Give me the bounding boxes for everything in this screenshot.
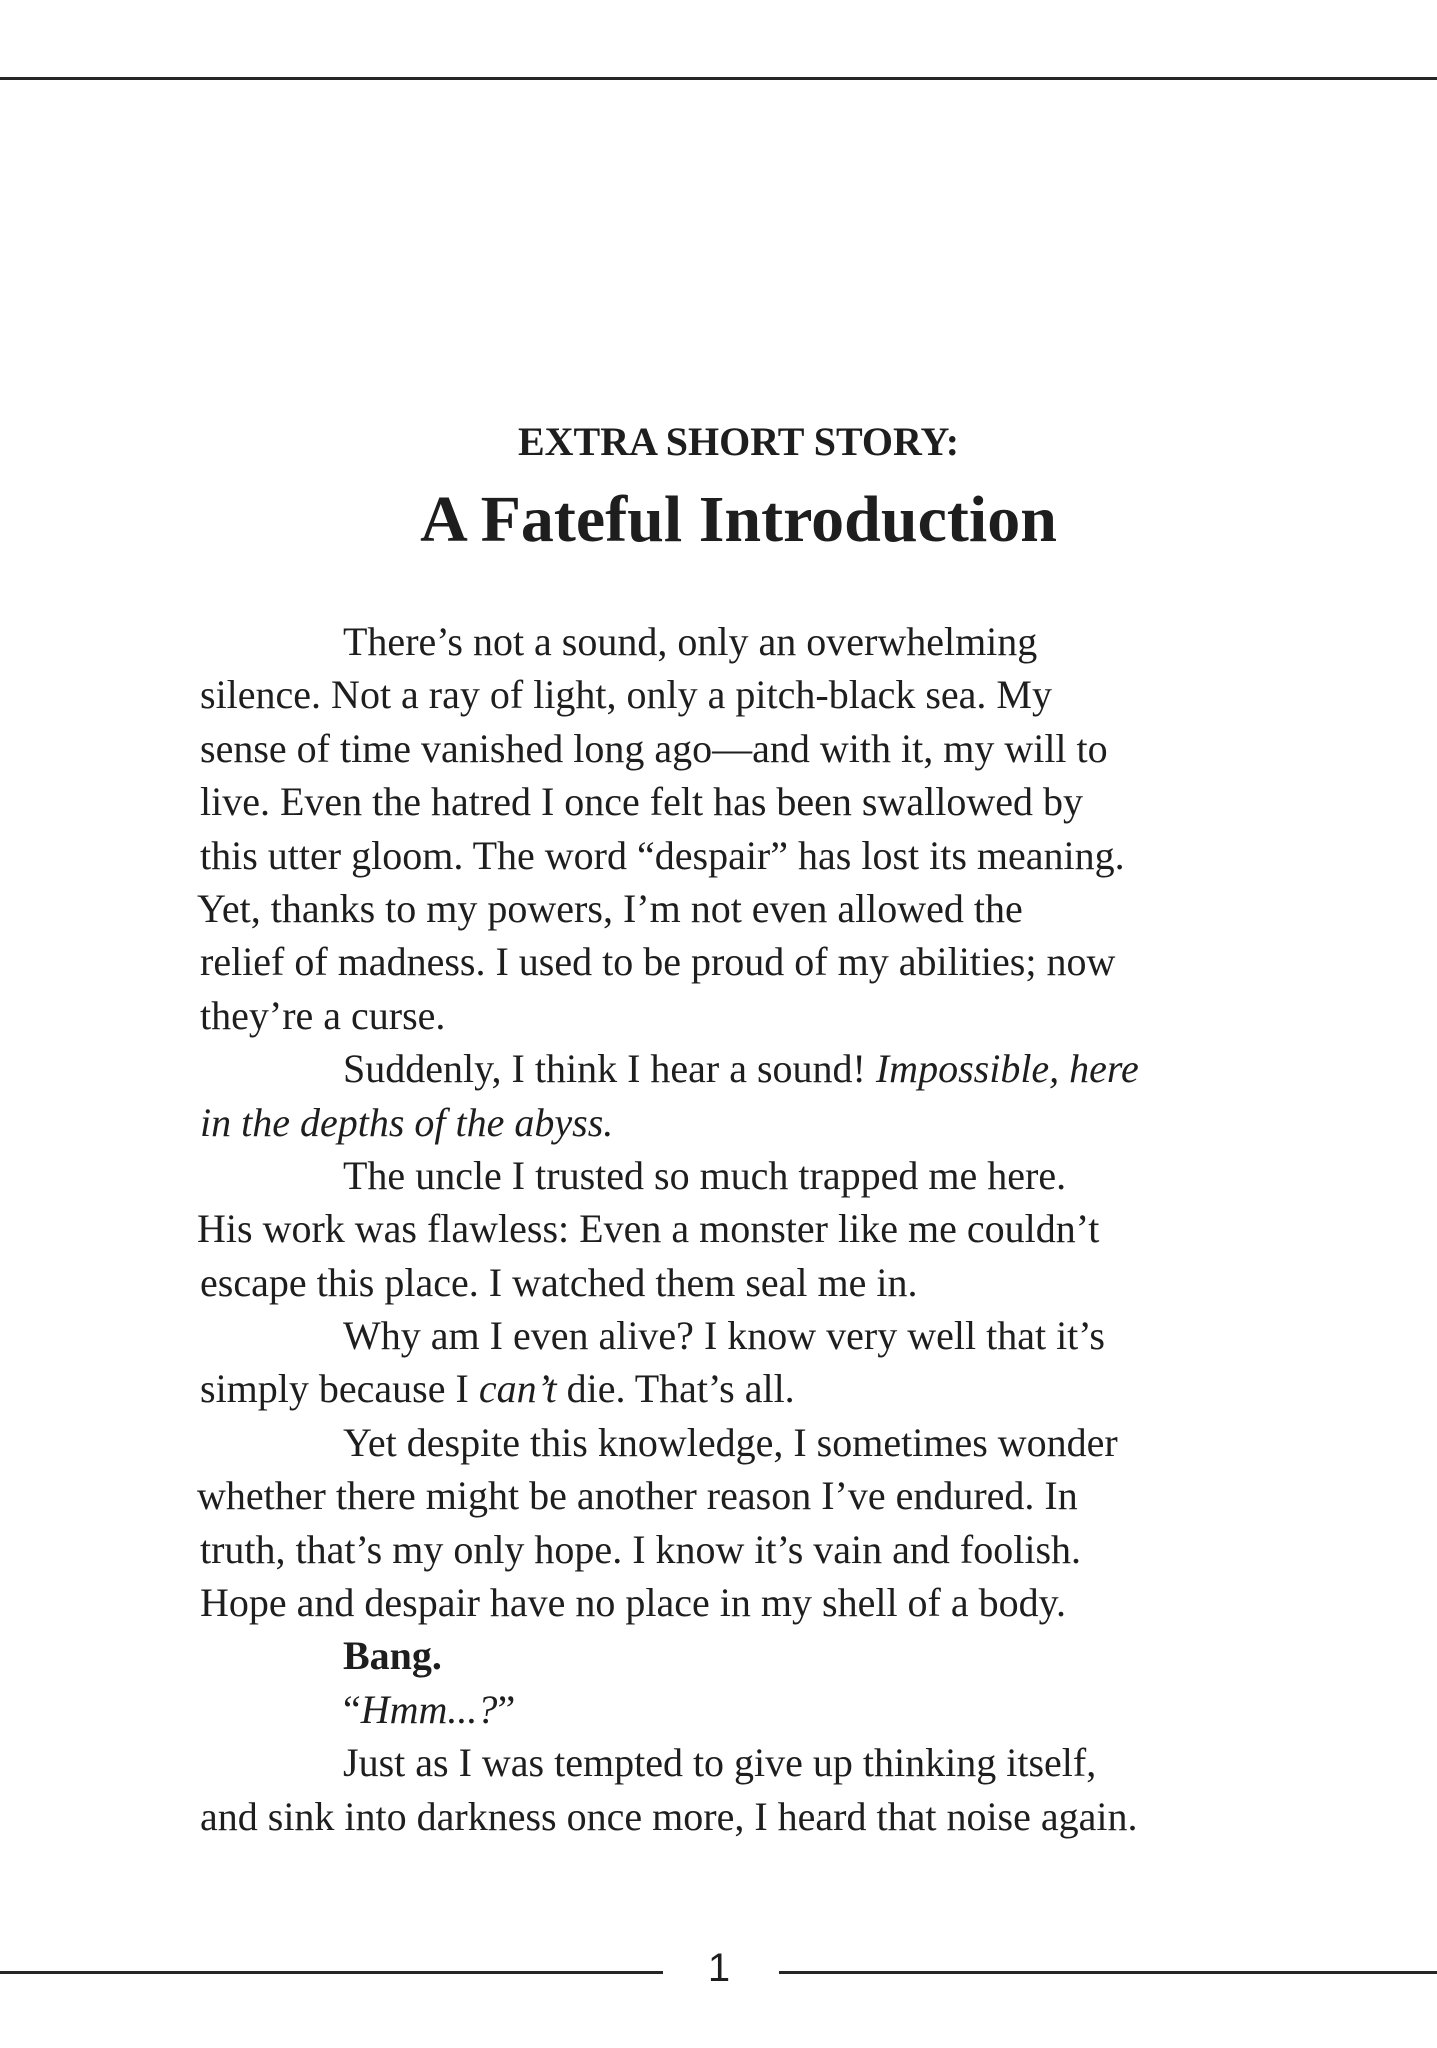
page-number: 1 [707,1946,731,1990]
text-line [0,1523,1437,1576]
text-segment: ” [497,1686,516,1732]
text-segment: There’s not a sound, only an overwhelming [343,619,1038,664]
text-line [0,1416,1437,1469]
text-segment: escape this place. I watched them seal me in. [200,1259,918,1305]
text-segment: can’t [478,1366,557,1412]
footer-rule-left [0,1971,663,1974]
text-line [0,935,1437,988]
top-rule [0,77,1437,80]
text-line [0,1256,1437,1309]
text-line [0,615,1437,668]
text-line [0,1790,1437,1843]
text-segment: Suddenly, I think I hear a sound! [343,1046,876,1092]
footer-rule-right [779,1971,1437,1974]
text-segment: The uncle I trusted so much trapped me here. [343,1152,1067,1198]
text-line [0,722,1437,775]
text-segment: truth, that’s my only hope. I know it’s vain and foolish. [200,1526,1082,1572]
text-line [0,1736,1437,1789]
text-segment: die. That’s all. [556,1366,795,1412]
text-line [0,882,1437,935]
text-line [0,668,1437,721]
text-segment: simply because I [200,1366,479,1412]
text-line [0,1096,1437,1149]
text-line [0,1042,1437,1095]
story-kicker: EXTRA SHORT STORY: [517,419,960,464]
text-line [0,1149,1437,1202]
text-line [0,1629,1437,1682]
text-segment: sense of time vanished long ago—and with it, my will to [200,725,1108,771]
text-segment: Just as I was tempted to give up thinking itself, [343,1740,1097,1786]
text-line [0,1683,1437,1736]
text-segment: they’re a curse. [200,992,446,1038]
text-segment: and sink into darkness once more, I heard that noise again. [200,1793,1138,1839]
text-line [0,1309,1437,1362]
text-segment: Yet, thanks to my powers, I’m not even allowed the [197,885,1023,931]
text-segment: Why am I even alive? I know very well that it’s [343,1313,1105,1359]
text-segment: Hmm...? [360,1686,498,1732]
text-line [0,989,1437,1042]
text-line [0,1469,1437,1522]
text-segment: silence. Not a ray of light, only a pitch-black sea. My [200,672,1052,718]
text-segment: in the depths of the abyss. [200,1099,614,1145]
text-line [0,1202,1437,1255]
text-line [0,829,1437,882]
text-segment: Yet despite this knowledge, I sometimes wonder [343,1419,1118,1465]
text-segment: Impossible, here [875,1046,1139,1092]
story-body [0,615,1437,1843]
text-segment: “ [343,1686,361,1732]
text-segment: live. Even the hatred I once felt has been swallowed by [200,779,1084,825]
text-line [0,1576,1437,1629]
text-segment: whether there might be another reason I’ve endured. In [197,1473,1078,1519]
story-title: A Fateful Introduction [420,483,1057,556]
text-line [0,775,1437,828]
text-segment: Hope and despair have no place in my shell of a body. [200,1580,1067,1626]
text-segment: this utter gloom. The word “despair” has lost its meaning. [200,832,1125,878]
text-segment: Bang. [343,1633,442,1679]
text-segment: relief of madness. I used to be proud of my abilities; now [200,939,1116,985]
text-segment: His work was flawless: Even a monster like me couldn’t [197,1206,1100,1252]
text-line [0,1362,1437,1415]
